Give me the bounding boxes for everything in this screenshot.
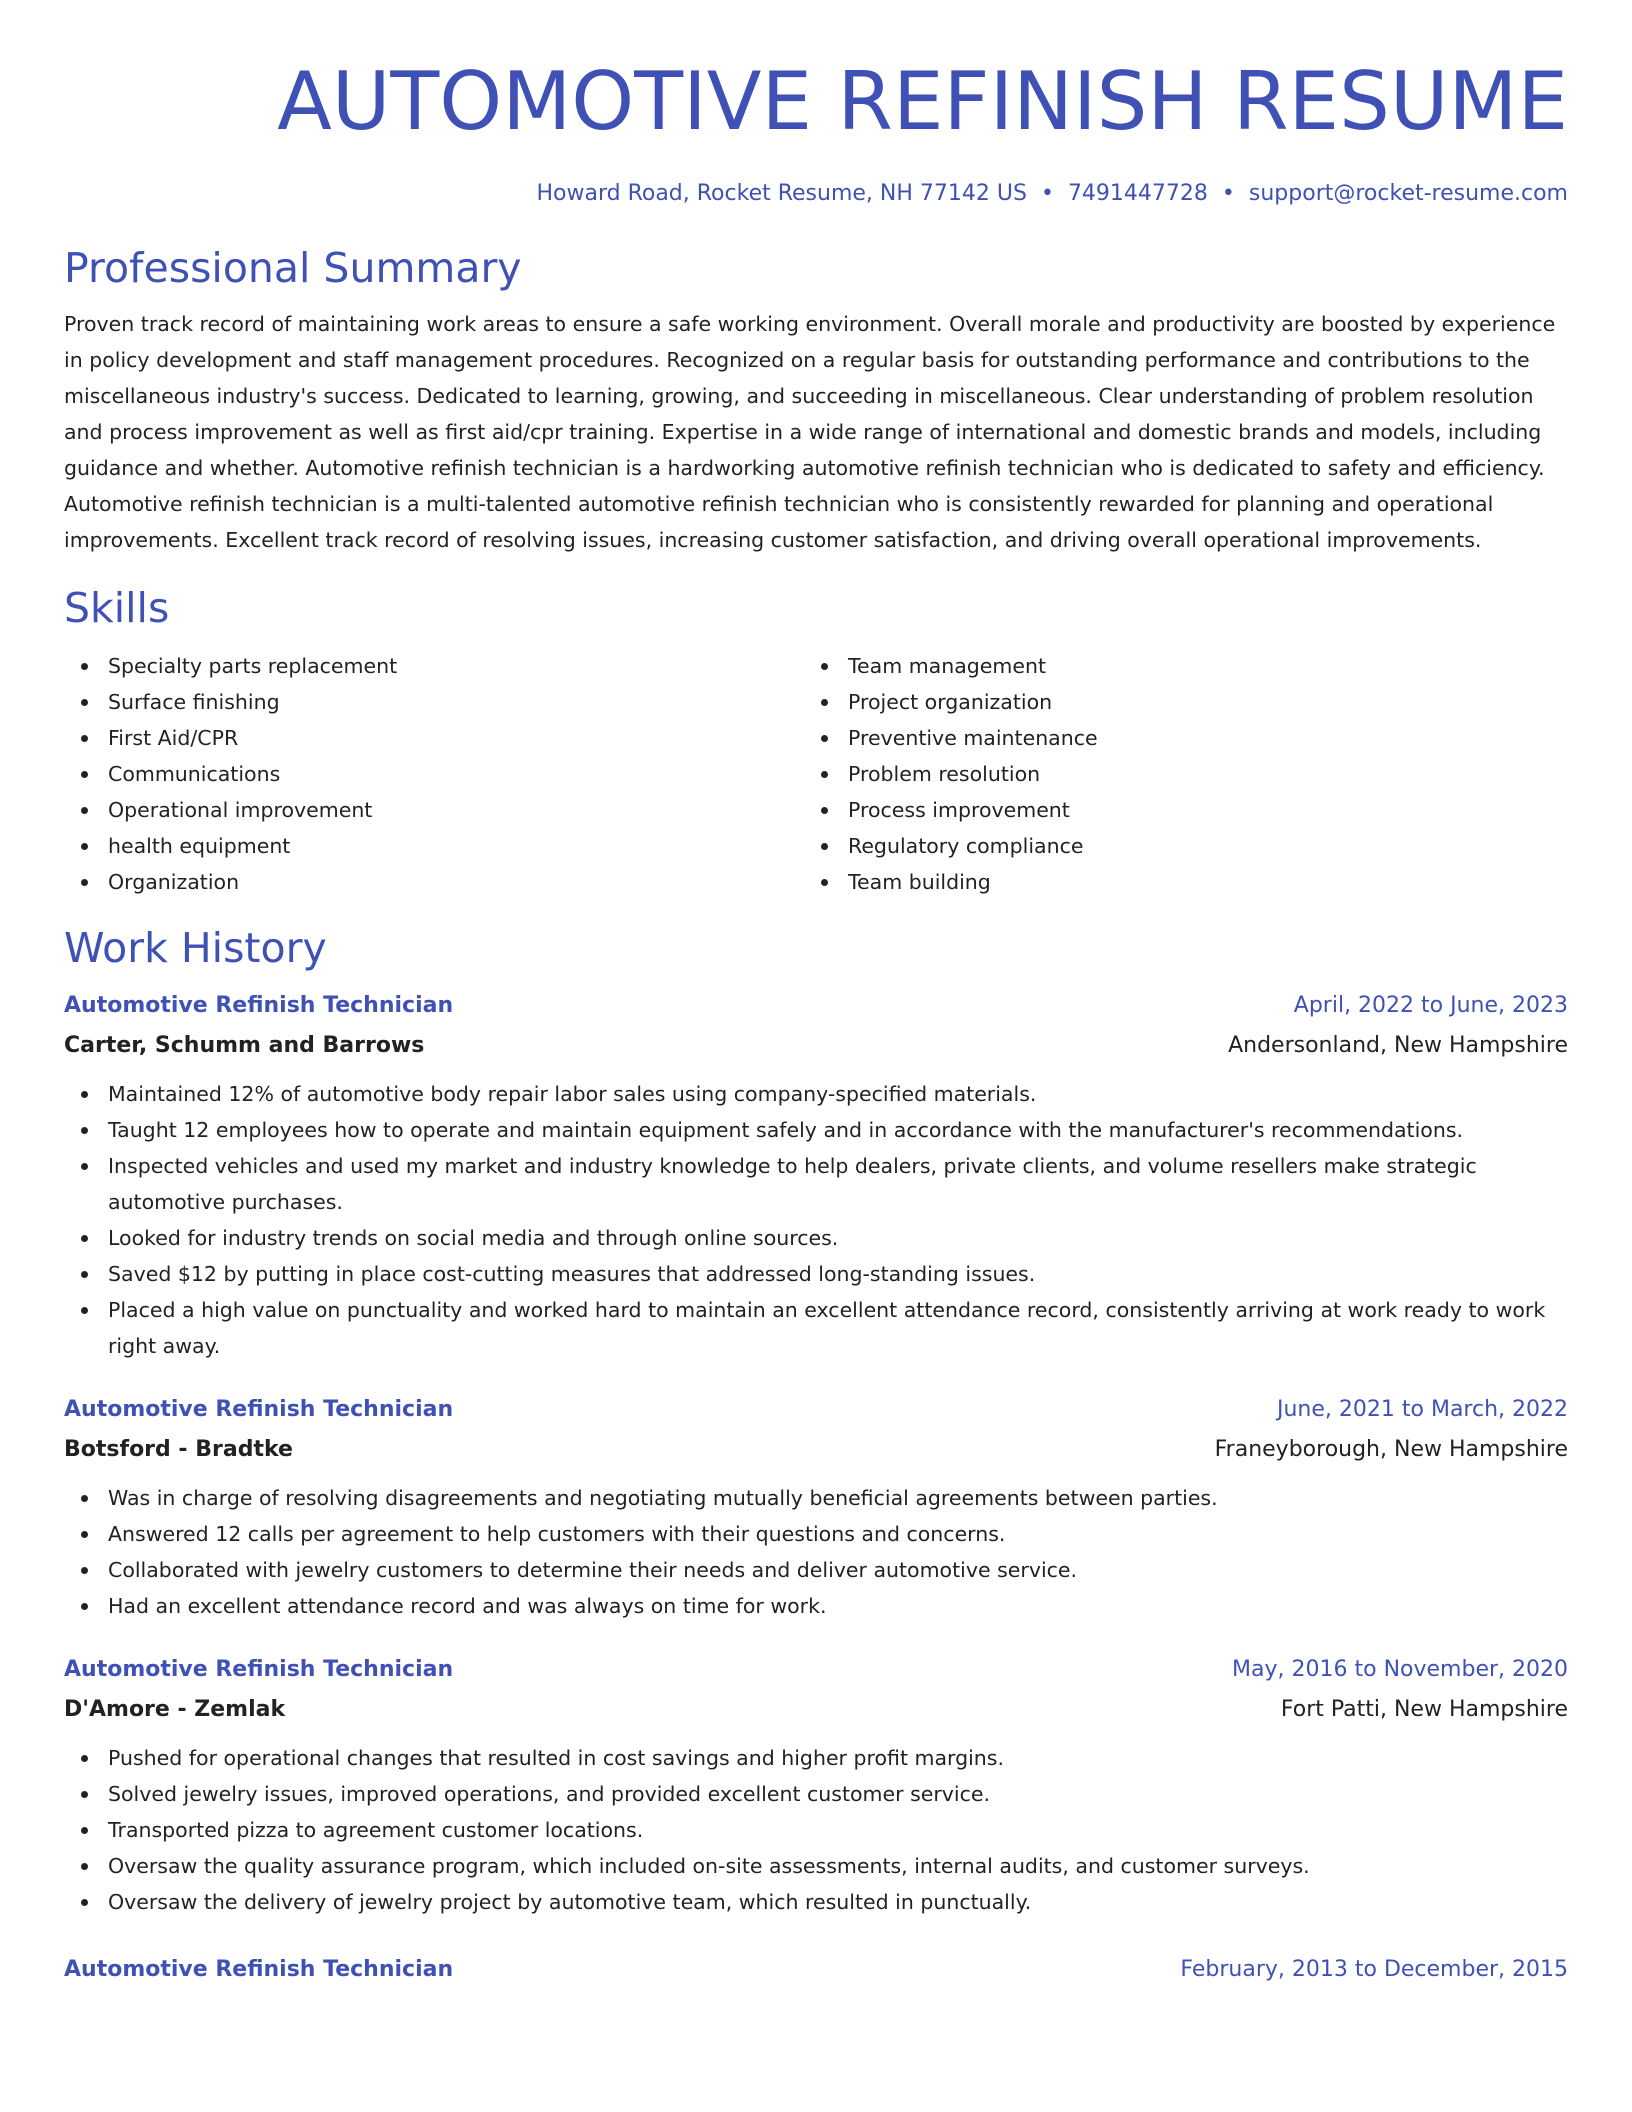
job-bullet: Maintained 12% of automotive body repair labor sales using company-specified materials. — [64, 1076, 1568, 1112]
contact-separator: • — [1040, 181, 1054, 206]
job-company: D'Amore - Zemlak — [64, 1697, 286, 1722]
skill-item: Team management — [804, 648, 1544, 684]
job-location: Franeyborough, New Hampshire — [1214, 1437, 1568, 1462]
job-dates: May, 2016 to November, 2020 — [1232, 1657, 1568, 1682]
job-bullet: Collaborated with jewelry customers to determine their needs and deliver automotive service. — [64, 1552, 1568, 1588]
skill-item: health equipment — [64, 828, 804, 864]
job-title: Automotive Refinish Technician — [64, 993, 454, 1018]
skills-column-right — [804, 648, 1544, 900]
work-history-heading: Work History — [64, 924, 327, 972]
skill-item: Regulatory compliance — [804, 828, 1544, 864]
skill-item: Specialty parts replacement — [64, 648, 804, 684]
job-bullet: Looked for industry trends on social media and through online sources. — [64, 1220, 1568, 1256]
job-company: Carter, Schumm and Barrows — [64, 1033, 425, 1058]
job-entry — [64, 1390, 1568, 1624]
job-bullet: Oversaw the delivery of jewelry project by automotive team, which resulted in punctually. — [64, 1884, 1568, 1920]
contact-line — [64, 180, 1568, 208]
job-dates: April, 2022 to June, 2023 — [1293, 993, 1568, 1018]
job-location: Andersonland, New Hampshire — [1228, 1033, 1568, 1058]
skill-item: Communications — [64, 756, 804, 792]
job-bullet: Answered 12 calls per agreement to help customers with their questions and concerns. — [64, 1516, 1568, 1552]
job-bullet: Taught 12 employees how to operate and maintain equipment safely and in accordance with the manufacturer's recommendations. — [64, 1112, 1568, 1148]
contact-email: support@rocket-resume.com — [1248, 181, 1568, 206]
job-entry — [64, 986, 1568, 1364]
job-bullet: Pushed for operational changes that resulted in cost savings and higher profit margins. — [64, 1740, 1568, 1776]
job-title: Automotive Refinish Technician — [64, 1397, 454, 1422]
job-company-row — [64, 1430, 1568, 1470]
job-entry — [64, 1950, 1568, 1990]
contact-address: Howard Road, Rocket Resume, NH 77142 US — [536, 181, 1027, 206]
job-dates: February, 2013 to December, 2015 — [1180, 1957, 1568, 1982]
job-bullets — [64, 1076, 1568, 1364]
skills-grid — [64, 648, 1568, 900]
job-title: Automotive Refinish Technician — [64, 1657, 454, 1682]
job-bullet: Inspected vehicles and used my market and industry knowledge to help dealers, private clients, and volume resellers make strategic automotive purchases. — [64, 1148, 1568, 1220]
skill-item: Team building — [804, 864, 1544, 900]
resume-page — [64, 0, 1568, 2112]
skill-item: Operational improvement — [64, 792, 804, 828]
job-dates: June, 2021 to March, 2022 — [1277, 1397, 1568, 1422]
skill-item: Process improvement — [804, 792, 1544, 828]
summary-heading: Professional Summary — [64, 244, 522, 292]
job-title-row — [64, 1650, 1568, 1690]
job-bullet: Placed a high value on punctuality and worked hard to maintain an excellent attendance record, consistently arriving at work ready to work right away. — [64, 1292, 1568, 1364]
skill-item: Organization — [64, 864, 804, 900]
job-bullet: Oversaw the quality assurance program, which included on-site assessments, internal audits, and customer surveys. — [64, 1848, 1568, 1884]
skills-column-left — [64, 648, 804, 900]
skill-item: Project organization — [804, 684, 1544, 720]
job-title-row — [64, 1390, 1568, 1430]
contact-separator: • — [1221, 181, 1235, 206]
job-bullet: Transported pizza to agreement customer locations. — [64, 1812, 1568, 1848]
job-bullet: Was in charge of resolving disagreements and negotiating mutually beneficial agreements between parties. — [64, 1480, 1568, 1516]
job-entry — [64, 1650, 1568, 1920]
job-title: Automotive Refinish Technician — [64, 1957, 454, 1982]
job-company: Botsford - Bradtke — [64, 1437, 293, 1462]
job-location: Fort Patti, New Hampshire — [1280, 1697, 1568, 1722]
contact-phone: 7491447728 — [1067, 181, 1208, 206]
job-title-row — [64, 986, 1568, 1026]
skill-item: First Aid/CPR — [64, 720, 804, 756]
job-bullet: Saved $12 by putting in place cost-cutting measures that addressed long-standing issues. — [64, 1256, 1568, 1292]
skill-item: Surface finishing — [64, 684, 804, 720]
job-bullets — [64, 1740, 1568, 1920]
skill-item: Problem resolution — [804, 756, 1544, 792]
skills-heading: Skills — [64, 584, 170, 632]
resume-title: AUTOMOTIVE REFINISH RESUME — [277, 55, 1568, 148]
job-company-row — [64, 1690, 1568, 1730]
job-bullet: Solved jewelry issues, improved operations, and provided excellent customer service. — [64, 1776, 1568, 1812]
summary-text: Proven track record of maintaining work areas to ensure a safe working environment. Overall morale and productivity are boosted by experience in policy development and staff management procedures. Recognized on a regular basis for outstanding performance and contributions to the miscellaneous industry's success. Dedicated to learning, growing, and succeeding in miscellaneous. Clear understanding of problem resolution and process improvement as well as first aid/cpr training. Expertise in a wide range of international and domestic brands and models, including guidance and whether. Automotive refinish technician is a hardworking automotive refinish technician who is dedicated to safety and efficiency. Automotive refinish technician is a multi-talented automotive refinish technician who is consistently rewarded for planning and operational improvements. Excellent track record of resolving issues, increasing customer satisfaction, and driving overall operational improvements. — [64, 312, 1556, 552]
resume-header — [64, 0, 1568, 208]
job-bullets — [64, 1480, 1568, 1624]
job-company-row — [64, 1026, 1568, 1066]
job-bullet: Had an excellent attendance record and was always on time for work. — [64, 1588, 1568, 1624]
skill-item: Preventive maintenance — [804, 720, 1544, 756]
job-title-row — [64, 1950, 1568, 1990]
